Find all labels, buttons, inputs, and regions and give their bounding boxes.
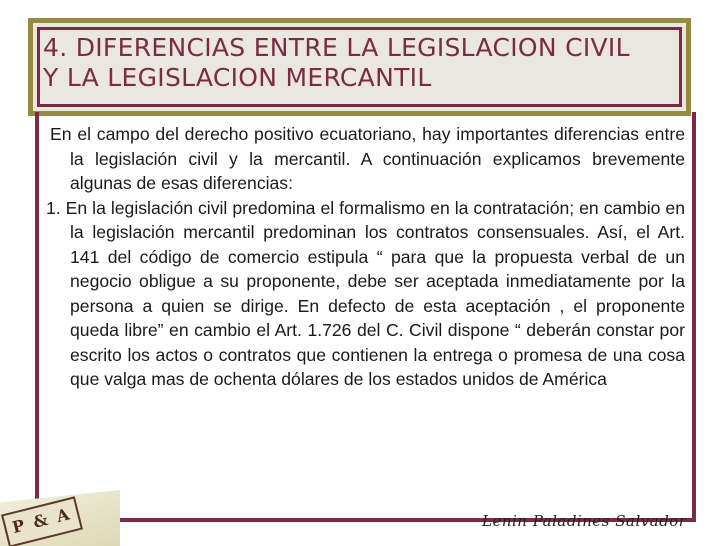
logo-badge: P & A bbox=[1, 496, 83, 546]
title-box bbox=[28, 18, 691, 116]
title-line-2: Y LA LEGISLACION MERCANTIL bbox=[43, 63, 432, 92]
slide-body bbox=[46, 122, 685, 392]
author-name: Lenin Paladines Salvador bbox=[482, 512, 687, 530]
title-line-1: 4. DIFERENCIAS ENTRE LA LEGISLACION CIVIL bbox=[43, 33, 630, 62]
slide-title bbox=[43, 33, 630, 93]
body-paragraph-point-1: 1. En la legislación civil predomina el formalismo en la contratación; en cambio en la legislación mercantil predominan los contratos consensuales. Así, el Art. 141 del código de comercio estipula “ para que la propuesta verbal de un negocio obligue a su proponente, debe ser aceptada inmediatamente por la persona a quien se dirige. En defecto de esta aceptación , el proponente queda libre” en cambio el Art. 1.726 del C. Civil dispone “ deberán constar por escrito los actos o contratos que contienen la entrega o promesa de una cosa que valga mas de ochenta dólares de los estados unidos de América bbox=[46, 197, 685, 389]
body-paragraph-intro: En el campo del derecho positivo ecuatoriano, hay importantes diferencias entre la legislación civil y la mercantil. A continuación explicamos brevemente algunas de esas diferencias: bbox=[50, 124, 685, 193]
